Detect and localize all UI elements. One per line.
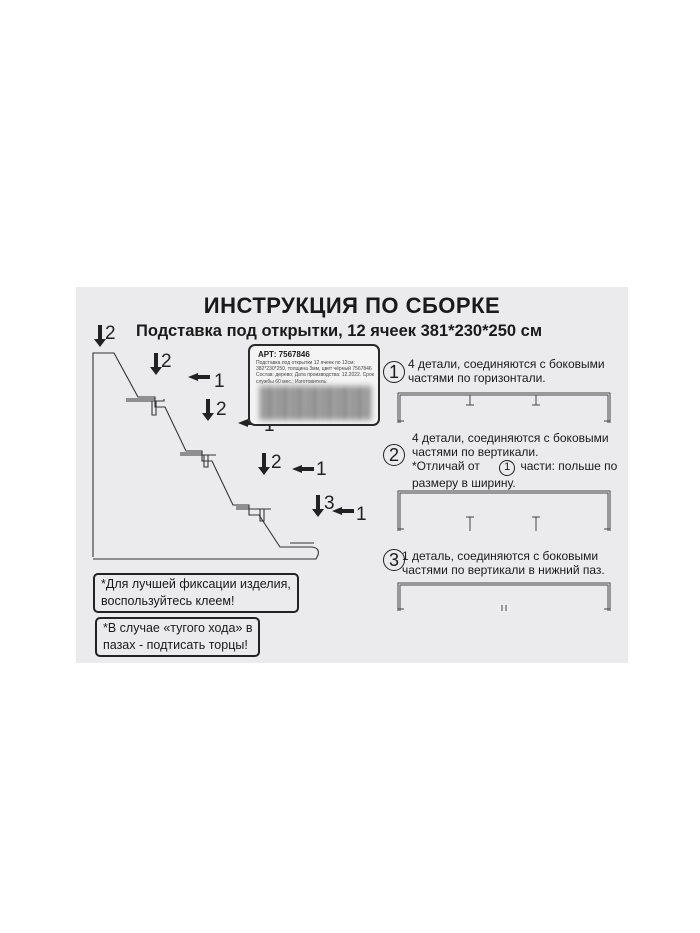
article-number: АРТ: 7567846: [258, 350, 310, 359]
page-subtitle: Подставка под открытки, 12 ячеек 381*230*250 см: [136, 322, 543, 340]
step-3-text: 1 деталь, соединяются с боковыми частями по вертикали в нижний паз.: [402, 549, 605, 577]
arrow-down-icon: [312, 495, 324, 517]
step-2-text: 4 детали, соединяются с боковыми частями по вертикали. *Отличай от 1 части: польше по размеру в ширину.: [412, 431, 618, 490]
diagram-marker: 3: [324, 493, 335, 514]
diagram-marker: 1: [356, 504, 367, 525]
glue-note: *Для лучшей фиксации изделия, воспользуйтесь клеем!: [93, 573, 299, 613]
barcode: [260, 386, 372, 420]
arrow-down-icon: [258, 453, 270, 475]
part-2-drawing: [394, 487, 616, 535]
arrow-down-icon: [202, 399, 214, 421]
part-1-drawing: [394, 387, 616, 427]
step-1-text: 4 детали, соединяются с боковыми частями по горизонтали.: [408, 357, 605, 385]
step-number-3: 3: [383, 549, 405, 571]
arrow-left-icon: [188, 373, 210, 381]
arrow-left-icon: [292, 465, 314, 473]
product-label: [248, 344, 380, 426]
step-ref-1: 1: [499, 460, 515, 476]
diagram-marker: 2: [161, 351, 172, 372]
diagram-marker: 1: [316, 459, 327, 480]
page-title: ИНСТРУКЦИЯ ПО СБОРКЕ: [203, 293, 501, 318]
step-number-1: 1: [383, 361, 405, 383]
step-number-2: 2: [383, 444, 405, 466]
diagram-marker: 2: [271, 452, 282, 473]
diagram-marker: 2: [105, 323, 116, 344]
arrow-left-icon: [332, 507, 354, 515]
part-3-drawing: [394, 579, 616, 615]
tight-fit-note: *В случае «тугого хода» в пазах - подтисать торцы!: [95, 617, 260, 657]
instruction-card: [76, 287, 628, 663]
label-description: Подставка под открытки 12 ячеек по 12см; 382*230*250, толщина 3мм, цвет чёрный 7567846 Состав: дерево; Дата производства: 12.2022. Срок службы 60 мес.; Изготовитель:: [256, 360, 374, 385]
diagram-marker: 1: [214, 371, 225, 392]
diagram-marker: 2: [216, 399, 227, 420]
